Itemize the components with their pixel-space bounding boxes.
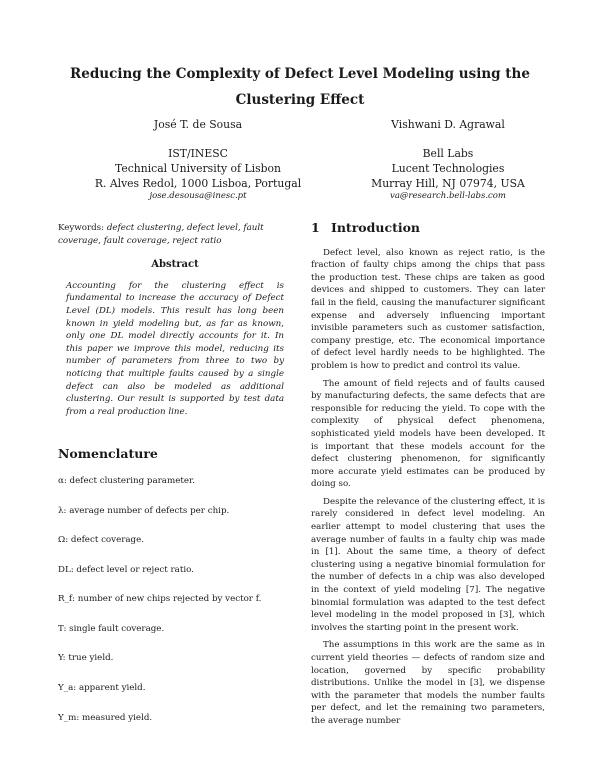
right-column <box>311 222 545 733</box>
author-institution: Technical University of Lisbon <box>114 162 281 176</box>
author-name: José T. de Sousa <box>153 118 243 131</box>
author-address: Murray Hill, NJ 07974, USA <box>371 177 525 191</box>
nomenclature-item: DL: defect level or reject ratio. <box>58 564 194 575</box>
intro-paragraph: Despite the relevance of the clustering effect, it is rarely considered in defect level modeling. An earlier attempt to model clustering that uses the average number of faults in a faulty chip was made in [1]. About the same time, a theory of defect clustering using a negative binomial formulation for the number of defects in a chip was also developed in the context of yield modeling [7]. The negative binomial formulation was adapted to the test defect level modeling in the model proposed in [3], which involves the starting point in the present work. <box>311 496 545 633</box>
keywords <box>58 222 292 247</box>
nomenclature-item: α: defect clustering parameter. <box>58 475 195 486</box>
intro-paragraph: The assumptions in this work are the same as in current yield theories — defects of random size and location, governed by specific probability distributions. Unlike the model in [3], we dispense with the parameter that models the number faults per defect, and let the remaining two parameters, the average number <box>311 640 545 726</box>
nomenclature-item: Ω: defect coverage. <box>58 535 145 546</box>
author-institution: Lucent Technologies <box>391 162 505 176</box>
author-name: Vishwani D. Agrawal <box>391 118 505 131</box>
author-email: jose.desousa@inesc.pt <box>149 191 247 202</box>
nomenclature-item: Y_a: apparent yield. <box>58 683 146 694</box>
paper-title-line-1: Reducing the Complexity of Defect Level Modeling using the <box>70 66 530 82</box>
keywords-label: Keywords: <box>58 223 105 233</box>
nomenclature-item: T: single fault coverage. <box>58 623 165 634</box>
abstract-text: Accounting for the clustering effect is fundamental to increase the accuracy of Defect Level (DL) models. This result has long been known in yield modeling but, as far as known, only one DL model directly accounts for it. In this paper we improve this model, reducing its number of parameters from three to two by noticing that multiple faults caused by a single defect can also be modeled as additional clustering. Our result is supported by test data from a real production line. <box>66 280 284 417</box>
nomenclature-item: Y: true yield. <box>58 653 114 664</box>
author-block-2 <box>318 117 578 203</box>
intro-paragraph: Defect level, also known as reject ratio, is the fraction of faulty chips among the chips that pass the production test. These chips are taken as good devices and shipped to customers. They can later fail in the field, causing the manufacturer significant expense and adversely influencing important invisible parameters such as customer satisfaction, company prestige, etc. The economical importance of defect level hardly needs to be highlighted. The problem is how to predict and control its value. <box>311 247 545 371</box>
left-column <box>58 222 292 741</box>
section-title: Introduction <box>331 220 421 235</box>
nomenclature-item: Y_m: measured yield. <box>58 712 153 723</box>
author-org: IST/INESC <box>168 147 228 161</box>
nomenclature-item: λ: average number of defects per chip. <box>58 505 230 516</box>
section-number: 1 <box>311 220 320 235</box>
nomenclature-heading: Nomenclature <box>58 446 158 462</box>
introduction-heading <box>311 222 545 235</box>
abstract-heading: Abstract <box>151 259 199 271</box>
author-block-1 <box>68 117 328 203</box>
nomenclature-item: R_f: number of new chips rejected by vector f. <box>58 594 262 605</box>
keywords-text: defect clustering, defect level, fault coverage, fault coverage, reject ratio <box>58 223 264 246</box>
intro-paragraph: The amount of field rejects and of faults caused by manufacturing defects, the same defects that are responsible for reducing the yield. To cope with the complexity of physical defect phenomena, sophisticated yield models have been developed. It is important that these models account for the defect clustering phenomenon, for significantly more accurate yield estimates can be produced by doing so. <box>311 378 545 490</box>
author-address: R. Alves Redol, 1000 Lisboa, Portugal <box>94 177 302 191</box>
author-org: Bell Labs <box>422 147 474 161</box>
author-email: va@research.bell-labs.com <box>390 191 506 202</box>
paper-title-line-2: Clustering Effect <box>235 92 365 108</box>
